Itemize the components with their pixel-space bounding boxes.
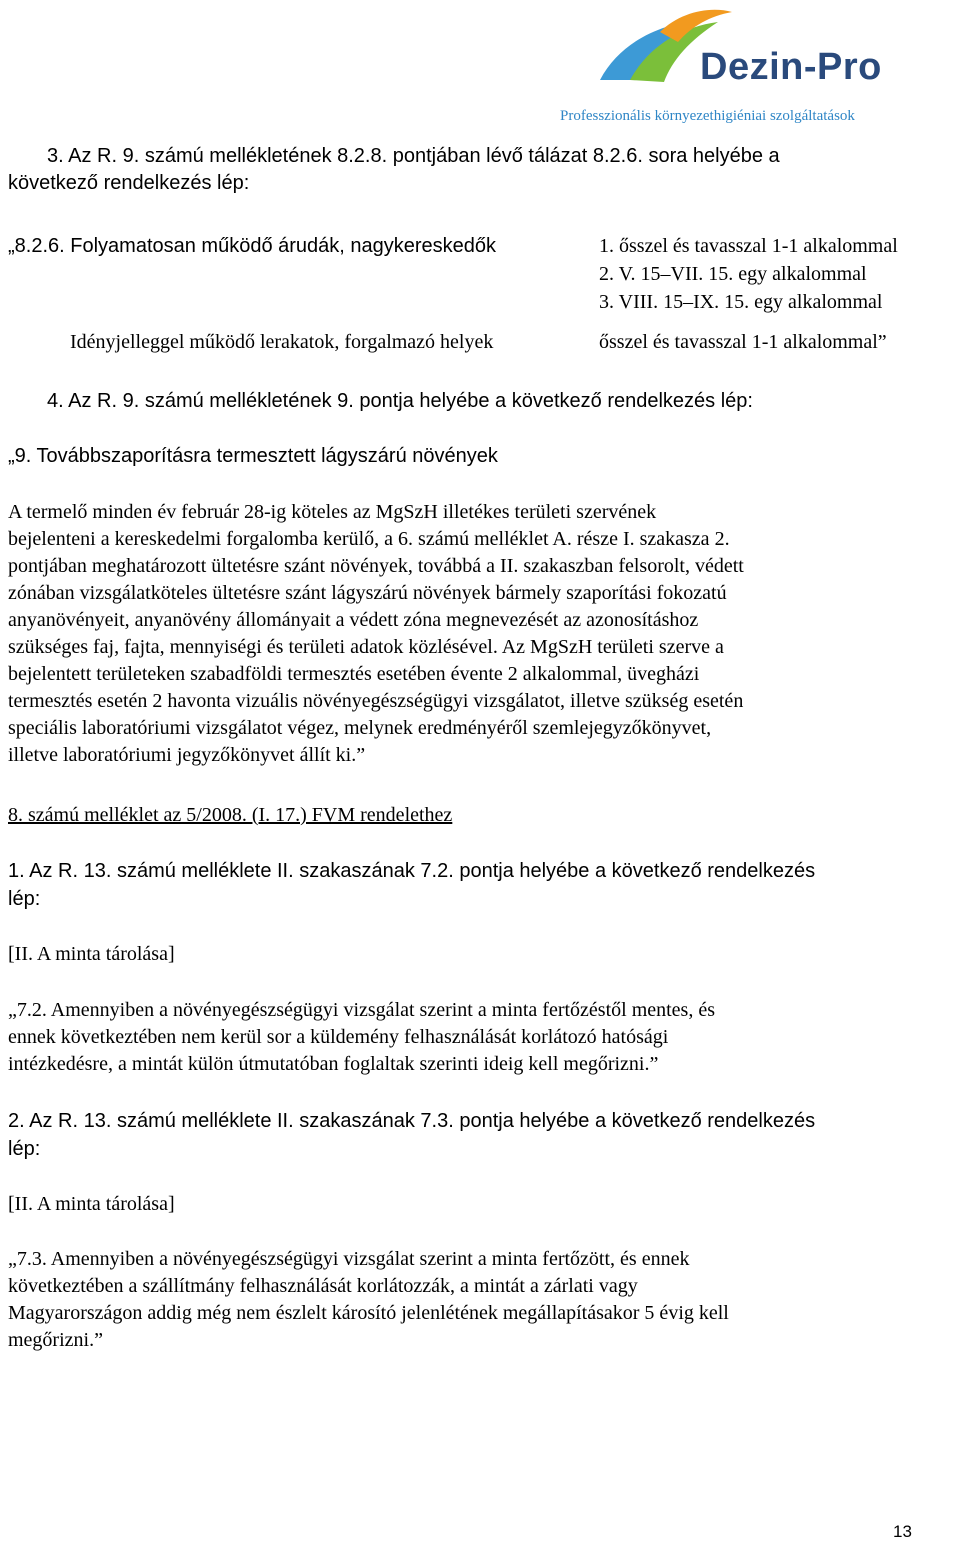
section4-heading: „9. Továbbszaporításra termesztett lágyszárú növények <box>8 445 498 467</box>
logo-wordmark: Dezin-Pro <box>700 46 882 88</box>
paragraph-line: pontjában meghatározott ültetésre szánt növények, továbbá a II. szakaszban felsorolt, védett <box>8 555 744 577</box>
paragraph-line: speciális laboratóriumi vizsgálatot végez, melynek eredményéről szemlejegyzőkönyvet, <box>8 717 712 739</box>
annex8-item1-bracket: [II. A minta tárolása] <box>8 943 175 965</box>
paragraph-line: anyanövényeit, anyanövény állományait a védett zóna megnevezését az azonosításhoz <box>8 609 699 631</box>
paragraph-line: szükséges faj, fajta, mennyiségi és területi adatok közlésével. Az MgSzH területi szerve a <box>8 636 724 658</box>
paragraph-line: intézkedésre, a mintát külön útmutatóban foglaltak szerinti ideig kell megőrizni.” <box>8 1053 659 1075</box>
annex8-item1-text <box>8 997 908 1078</box>
annex8-item2-line2: lép: <box>8 1138 41 1160</box>
section4-intro: 4. Az R. 9. számú mellékletének 9. pontja helyébe a következő rendelkezés lép: <box>47 390 753 412</box>
paragraph-line: „7.3. Amennyiben a növényegészségügyi vizsgálat szerint a minta fertőzött, és ennek <box>8 1248 690 1270</box>
company-logo <box>560 2 950 124</box>
paragraph-line: A termelő minden év február 28-ig köteles az MgSzH illetékes területi szervének <box>8 501 657 523</box>
annex8-title: 8. számú melléklet az 5/2008. (I. 17.) FVM rendelethez <box>8 804 453 826</box>
annex8-item2-text <box>8 1246 908 1354</box>
paragraph-line: „7.2. Amennyiben a növényegészségügyi vizsgálat szerint a minta fertőzéstől mentes, és <box>8 999 716 1021</box>
paragraph-line: illetve laboratóriumi jegyzőkönyvet állít ki.” <box>8 744 366 766</box>
section3-intro-line2: következő rendelkezés lép: <box>8 172 250 194</box>
table-row1-label: „8.2.6. Folyamatosan működő árudák, nagykereskedők <box>8 235 497 257</box>
logo-tagline: Professzionális környezethigiéniai szolgáltatások <box>560 108 855 124</box>
paragraph-line: következtében a szállítmány felhasználását korlátozzák, a mintát a zárlati vagy <box>8 1275 638 1297</box>
paragraph-line: bejelentett területeken szabadföldi termesztés esetében évente 2 alkalommal, üvegházi <box>8 663 700 685</box>
annex8-item2-bracket: [II. A minta tárolása] <box>8 1193 175 1215</box>
table-row1-time-2: 2. V. 15–VII. 15. egy alkalommal <box>599 263 867 285</box>
table-row2-label: Idényjelleggel működő lerakatok, forgalmazó helyek <box>70 331 494 353</box>
section4-paragraph <box>8 499 908 769</box>
annex8-item2-line1: 2. Az R. 13. számú melléklete II. szakaszának 7.3. pontja helyébe a következő rendelkezés <box>8 1110 816 1132</box>
annex8-item1-line2: lép: <box>8 888 41 910</box>
paragraph-line: Magyarországon addig még nem észlelt károsító jelenlétének megállapításakor 5 évig kell <box>8 1302 729 1324</box>
section3-intro-line1: 3. Az R. 9. számú mellékletének 8.2.8. pontjában lévő tálázat 8.2.6. sora helyébe a <box>47 145 780 167</box>
paragraph-line: ennek következtében nem kerül sor a küldemény felhasználását korlátozó hatósági <box>8 1026 669 1048</box>
table-row1-time-3: 3. VIII. 15–IX. 15. egy alkalommal <box>599 291 883 313</box>
paragraph-line: termesztés esetén 2 havonta vizuális növényegészségügyi vizsgálatot, illetve szükség esetén <box>8 690 744 712</box>
paragraph-line: bejelenteni a kereskedelmi forgalomba kerülő, a 6. számú melléklet A. része I. szakasza 2. <box>8 528 730 550</box>
annex8-item1-line1: 1. Az R. 13. számú melléklete II. szakaszának 7.2. pontja helyébe a következő rendelkezés <box>8 860 816 882</box>
paragraph-line: zónában vizsgálatköteles ültetésre szánt lágyszárú növények bármely szaporítási fokozatú <box>8 582 727 604</box>
table-row1-time-1: 1. ősszel és tavasszal 1-1 alkalommal <box>599 235 898 257</box>
paragraph-line: megőrizni.” <box>8 1329 103 1351</box>
table-row2-time: ősszel és tavasszal 1-1 alkalommal” <box>599 331 887 353</box>
page-number: 13 <box>893 1522 912 1541</box>
